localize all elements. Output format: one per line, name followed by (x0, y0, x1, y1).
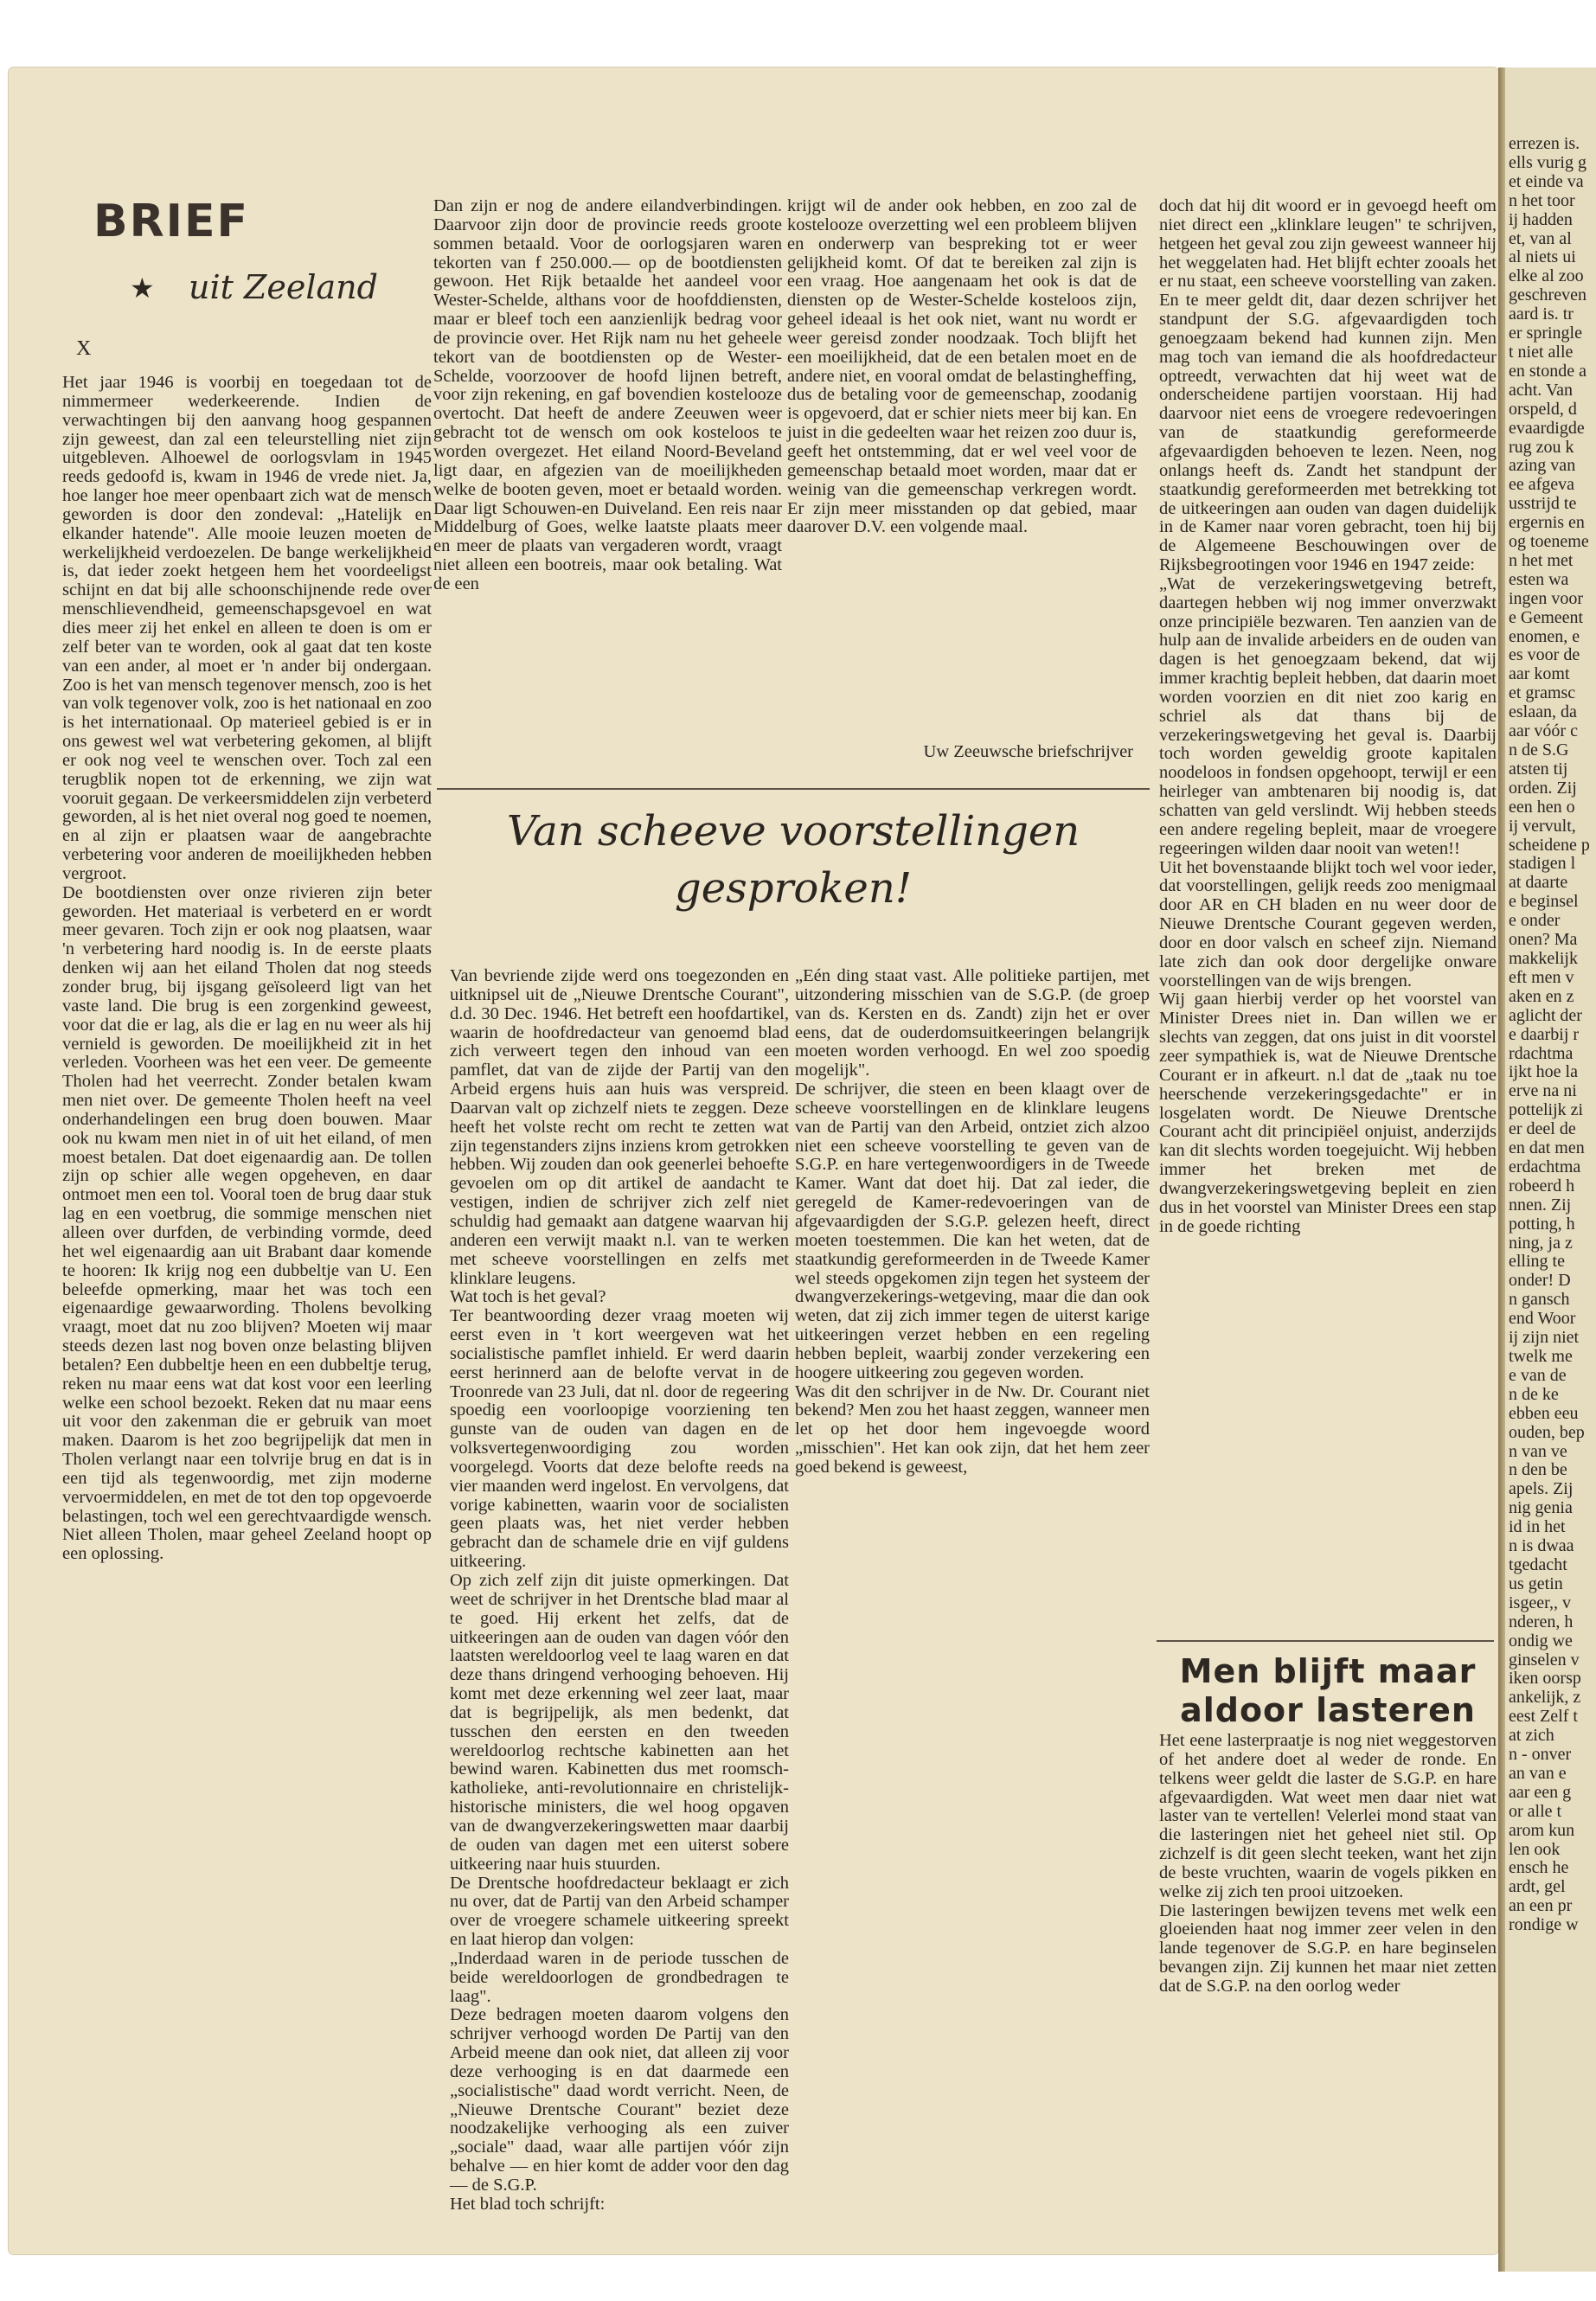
adjacent-page-line: e onder (1509, 911, 1561, 931)
adjacent-page-line: n de S.G (1509, 740, 1569, 760)
adjacent-page-line: ebben eeu (1509, 1403, 1579, 1423)
adjacent-page-line: ee afgeva (1509, 475, 1575, 495)
adjacent-page-line: eslaan, da (1509, 702, 1577, 722)
adjacent-page-line: aken en z (1509, 986, 1574, 1006)
adjacent-page-line: robeerd h (1509, 1176, 1575, 1195)
adjacent-page-line: rondige w (1509, 1915, 1579, 1935)
section-marker: X (76, 337, 92, 360)
adjacent-page-line: onen? Ma (1509, 930, 1578, 950)
lasteren-column (1159, 1732, 1497, 2199)
adjacent-page-text (1509, 135, 1593, 2211)
adjacent-page-line: makkelijk (1509, 948, 1578, 968)
adjacent-page-line: nnen. Zij (1509, 1195, 1572, 1215)
scheeve-column-2-text: „Eén ding staat vast. Alle politieke partijen, met uitzondering misschien van de S.G.P. (de groep van ds. Kersten en ds. Zandt) zijn het er over eens, dat de ouderdomsuitkeeringen belangrijk moeten worden verhoogd. En wel zoo spoedig mogelijk". De schrijver, die steen en been klaagt over de scheeve voorstellingen en de klinklare leugens van de Partij van den Arbeid, ontziet zich alzoo niet een scheeve voorstelling te geven van de S.G.P. en hare vertegenwoordigers in de Tweede Kamer. Want dat doet hij. Dat zal ieder, die geregeld de Kamer-redevoeringen van de afgevaardigden der S.G.P. gelezen heeft, direct moeten toestemmen. Die kan het weten, dat de staatkundig gereformeerden in de Tweede Kamer wel steeds opgekomen zijn tegen het systeem der dwangverzekerings-wetgeving, maar die dan ook weten, dat zij zich immer tegen de uiterst karige uitkeeringen verzet hebben en een regeling hebben bepleit, waarbij zonder verzekering een hoogere uitkeering zou gegeven worden. Was dit den schrijver in de Nw. Dr. Courant niet bekend? Men zou het haast zeggen, wanneer men let op het door hem ingevoegde woord „misschien". Het kan ook zijn, dat het hem zeer goed bekend is geweest, (795, 966, 1150, 1477)
adjacent-page-line: er deel de (1509, 1119, 1576, 1139)
adjacent-page-line: enomen, e (1509, 626, 1580, 646)
adjacent-page-line: nig genia (1509, 1498, 1573, 1518)
adjacent-page-line: ning, ja z (1509, 1233, 1573, 1253)
adjacent-page-line: es voor de (1509, 645, 1580, 665)
adjacent-page-line: n den be (1509, 1460, 1567, 1480)
adjacent-page-line: rdachtma (1509, 1043, 1574, 1063)
brief-column-2 (433, 197, 782, 796)
scheeve-column-continued-text: doch dat hij dit woord er in gevoegd heeft om niet direct een „klinklare leugen" te schrijven, hetgeen het geval zou zijn geweest wanneer hij het weggelaten had. Het blijft echter zooals het er nu staat, een scheeve voorstelling van zaken. En te meer geldt dit, daar dezen schrijver het standpunt der S.G. afgevaardigden toch genoegzaam bekend had kunnen zijn. Men mag toch van iemand die als hoofdredacteur optreedt, verwachten dat hij weet wat de onderscheidene partijen voorstaan. Hij had daarvoor niet eens de vroegere redevoeringen van de staatkundig gereformeerde afgevaardigden behoeven te lezen. Neen, nog onlangs heeft ds. Zandt het standpunt der staatkundig gereformeerden met betrekking tot de uitkeeringen aan ouden van dagen duidelijk in de Kamer naar voren gebracht, toen hij bij de Algemeene Beschouwingen over de Rijksbegrootingen voor 1946 en 1947 zeide: „Wat de verzekeringswetgeving betreft, daartegen hebben wij nog immer onverzwakt onze principiële bezwaren. Ten aanzien van de hulp aan de invalide arbeiders en de ouden van dagen is het genoegzaam bekend, dat wij immer krachtig bepleit hebben, dat daarin moet worden voorzien en dit niet zoo karig en schriel als dat thans bij de verzekeringswetgeving het geval is. Daarbij toch worden geweldig groote kapitalen noodeloos in fondsen opgehoopt, terwijl er een heirleger van ambtenaren bij noodig is, dat schatten van geld verslindt. Wij hebben steeds een andere regeling bepleit, maar de vroegere regeeringen wilden daar nooit van weten!! Uit het bovenstaande blijkt toch wel voor ieder, dat voorstellingen, gelijk reeds zoo menigmaal door AR en CH bladen en nu weer door de Nieuwe Drentsche Courant gegeven werden, door en door valsch en scheef zijn. Niemand late zich dan ook door dergelijke onware voorstellingen van de wijs brengen. Wij gaan hierbij verder op het voorstel van Minister Drees niet in. Dan willen we er slechts van zeggen, dat ons juist in dit voorstel zeer sympathiek is, wat de Nieuwe Drentsche Courant er in afkeurt. n.l dat de „taak nu toe heerschende verzekeringsgedachte" er in losgelaten wordt. De Nieuwe Drentsche Courant acht dit principiëel onjuist, anderzijds kan dit slechts worden toegejuicht. Wij hebben immer het breken met de dwangverzekeringswetgeving bepleit en zien dus in het voorstel van Minister Drees een stap in de goede richting (1159, 196, 1497, 1236)
scheeve-headline: Van scheeve voorstellingen gesproken! (506, 807, 1080, 913)
adjacent-page-line: et einde va (1509, 171, 1584, 191)
adjacent-page-line: aglicht der (1509, 1005, 1582, 1025)
adjacent-page-line: ij zijn niet (1509, 1328, 1580, 1348)
adjacent-page-line: aard is. tr (1509, 304, 1574, 324)
newspaper-page (9, 67, 1498, 2254)
adjacent-page-line: erdachtma (1509, 1157, 1581, 1176)
scheeve-column-2 (795, 967, 1150, 2195)
adjacent-page-line: geschreven (1509, 285, 1586, 305)
scheeve-column-1 (450, 966, 789, 2214)
adjacent-page-line: usstrijd te (1509, 494, 1577, 514)
adjacent-page-line: acht. Van (1509, 380, 1574, 400)
brief-column-3-text: krijgt wil de ander ook hebben, en zoo zal de kostelooze overzetting wel een probleem blijven en onderwerp van bespreking tot er weer gelijkheid komt. Of dat te bereiken zal zijn is een vraag. Hoe aangenaam het ook is dat de diensten op de Wester-Schelde kosteloos zijn, geheel ideaal is het ook niet, want nu wordt er weer gereisd zonder noodzaak. Toch blijft het een moeilijkheid, dat de een betalen moet en de andere niet, en vooral omdat de belastingheffing, dus de betaling voor de gemeenschap, zoodanig is opgevoerd, dat er schier niets meer bij kan. En juist in die gedeelten waar het reizen zoo duur is, geeft het ontstemming, dat er wel veel voor de gemeenschap betaald moet worden, maar dat er weinig van die gemeenschap verkregen wordt. Er zijn meer misstanden op dat gebied, maar daarover D.V. een volgende maal. (787, 196, 1137, 537)
adjacent-page-line: arom kun (1509, 1820, 1575, 1840)
adjacent-page-line: n de ke (1509, 1384, 1559, 1404)
star-icon: ★ (130, 272, 155, 304)
adjacent-page-line: aar een g (1509, 1782, 1572, 1802)
brief-signature: Uw Zeeuwsche briefschrijver (923, 742, 1133, 761)
adjacent-page-line: elling te (1509, 1252, 1565, 1272)
adjacent-page-line: ensch he (1509, 1858, 1569, 1878)
adjacent-page-line: ondig we (1509, 1631, 1573, 1650)
adjacent-page-line: ouden, bep (1509, 1422, 1585, 1442)
adjacent-page-line: at zich (1509, 1726, 1554, 1746)
adjacent-page-line: n - onver (1509, 1745, 1572, 1765)
adjacent-page-line: n het met (1509, 550, 1574, 570)
adjacent-page-line: e daarbij r (1509, 1024, 1580, 1044)
adjacent-page-line: iken oorsp (1509, 1669, 1581, 1689)
adjacent-page-line: ij vervult, (1509, 816, 1576, 836)
adjacent-page-line: al niets ui (1509, 247, 1576, 267)
brief-title: BRIEF (93, 195, 250, 247)
adjacent-page-line: orspeld, d (1509, 399, 1577, 419)
adjacent-page-line: id in het (1509, 1517, 1566, 1537)
adjacent-page-line: eft men v (1509, 967, 1574, 987)
adjacent-page-line: ankelijk, z (1509, 1688, 1581, 1708)
adjacent-page-line: an van e (1509, 1763, 1567, 1783)
adjacent-page-line: elke al zoo (1509, 266, 1584, 286)
brief-column-2-text: Dan zijn er nog de andere eilandverbindingen. Daarvoor zijn door de provincie reeds groote sommen betaald. Voor de oorlogsjaren waren tekorten van f 250.000.— op de bootdiensten gewoon. Het Rijk betaalde het aandeel voor Wester-Schelde, althans voor de hoofddiensten, maar er bleef toch een aanzienlijk bedrag voor de provincie over. Het Rijk nam nu het geheele tekort van de bootdiensten op de Wester-Schelde, voorzoover de hoofd lijnen betreft, voor zijn rekening, en gaf bovendien kostelooze overtocht. Dat heeft de andere Zeeuwen weer gebracht tot de wensch om ook kosteloos te worden overgezet. Het eiland Noord-Beveland ligt daar, en afgezien van de moeilijkheden welke de booten geven, moet er betaald worden. Daar ligt Schouwen-en Duiveland. Een reis naar Middelburg of Goes, welke laatste plaats meer en meer de plaats van vergaderen wordt, vraagt niet alleen een bootreis, maar ook betaling. Wat de een (433, 196, 782, 593)
brief-subtitle: uit Zeeland (189, 268, 378, 306)
adjacent-page-line: twelk me (1509, 1347, 1573, 1366)
adjacent-page-line: et gramsc (1509, 683, 1576, 703)
adjacent-page-line: ingen voor (1509, 588, 1584, 608)
adjacent-page-line: er springle (1509, 324, 1582, 343)
adjacent-page-line: or alle t (1509, 1801, 1562, 1821)
adjacent-page-line: ijkt hoe la (1509, 1062, 1578, 1082)
brief-column-1-text: Het jaar 1946 is voorbij en toegedaan tot de nimmermeer wederkeerende. Indien de verwachtingen bij den aanvang hoog gespannen zijn geweest, dan zal een teleurstelling niet zijn uitgebleven. Alhoewel de oorlogsvlam in 1945 reeds gedoofd is, kwam in 1946 de vrede niet. Ja, hoe langer hoe meer openbaart zich wat de mensch geworden is door den zondeval: „Hatelijk en elkander hatende". Alle mooie leuzen moeten de werkelijkheid verdoezelen. De bange werkelijkheid is, dat ieder zoekt hetgeen hem het voordeeligst schijnt en dat bij alle schoonschijnende rede over menschlievendheid, gemeenschapsgevoel en wat dies meer zij het enkel en alleen te doen is om er zelf beter van te worden, ook al gaat dat ten koste van een ander, al moet er 'n ander bij ondergaan. Zoo is het van mensch tegenover mensch, zoo is het van volk tegenover volk, zoo is het nationaal en zoo is het internationaal. Op materieel gebied is er in ons gewest wel wat verbetering gekomen, al blijft er ook nog veel te wenschen over. Toch zal een terugblik nopen tot de erkenning, we zijn wat vooruit gegaan. De verkeersmiddelen zijn verbeterd geworden, al is het niet overal nog goed te noemen, en al zijn er plaatsen waar de aangebrachte verbetering voor anderen de moeilijkheden hebben vergroot. De bootdiensten over onze rivieren zijn beter geworden. Het materiaal is verbeterd en er wordt meer gevaren. Toch zijn er ook nog plaatsen, waar 'n verbetering hard noodig is. In de eerste plaats denken wij aan het eiland Tholen dat nog steeds zonder brug, bij ijsgang geïsoleerd ligt van het vaste land. Die brug is een zorgenkind geweest, voor dat die er lag, als die er lag en nu weer als hij vernield is geworden. De moeilijkheid zit in het verleden. Voorheen was het een veer. De gemeente Tholen had het veerrecht. Zonder betalen kwam men niet over. De gemeente Tholen heeft na veel onderhandelingen een brug doen bouwen. Maar ook nu kwam men niet in of uit het eiland, of men moest betalen. Dat doet eigenaardig aan. De tollen zijn op schier alle wegen opgeheven, en daar ontmoet men een tol. Vooral toen de brug daar stuk lag en een voetbrug, die sommige menschen niet alleen over durfden, de verbinding vormde, deed het wel eigenaardig aan uit Brabant daar komende te hooren: Ik krijg nog een dubbeltje van U. Een beleefde opmerking, maar het was toch een eigenaardige gewaarwording. Tholens bevolking vraagt, moet dat nu zoo blijven? Moeten wij maar steeds dezen last nog boven onze belasting blijven betalen? Een dubbeltje heen en een dubbeltje terug, reken nu maar eens wat dat kost voor een leerling welke een school bezoekt. Reken dat nu maar eens uit voor den zakenman die er gebruik van moet maken. Daarom is het zoo begrijpelijk dat men in Tholen verlangt naar een tolvrije brug en dat is in een tijd als tegenwoordig, met zijn moderne vervoermiddelen, en met de tot den top opgevoerde belastingen, toch wel een gerechtvaardigde wensch. Niet alleen Tholen, maar geheel Zeeland hoopt op een oplossing. (62, 373, 432, 1564)
adjacent-page-line: scheidene p (1509, 835, 1590, 855)
adjacent-page-line: onder! D (1509, 1271, 1571, 1291)
scheeve-column-1-text: Van bevriende zijde werd ons toegezonden en uitknipsel uit de „Nieuwe Drentsche Courant", d.d. 30 Dec. 1946. Het betreft een hoofdartikel, waarin de hoofdredacteur van genoemd blad zich verweert tegen den inhoud van een pamflet, dat van de zijde der Partij van den Arbeid ergens huis aan huis was verspreid. Daarvan valt op zichzelf niets te zeggen. Deze heeft het volste recht om recht te zetten wat zijn tegenstanders zijns inziens krom getrokken hebben. Wij zouden dan ook geenerlei behoefte gevoelen om op dit artikel de aandacht te vestigen, indien de schrijver zich zelf niet schuldig had gemaakt aan datgene waarvan hij anderen een verwijt maakt n.l. van te werken met scheeve voorstellingen en zelfs met klinklare leugens. Wat toch is het geval? Ter beantwoording dezer vraag moeten wij eerst even in 't kort weergeven wat het socialistische pamflet inhield. Er werd daarin eerst herinnerd aan de belofte vervat in de Troonrede van 23 Juli, dat nl. door de regeering spoedig een voorloopige voorziening ten gunste van de ouden van dagen en de volksvertegenwoordiging zou worden voorgelegd. Voorts dat deze belofte reeds na vier maanden werd ingelost. En vervolgens, dat vorige kabinetten, waarin voor de socialisten geen plaats was, het niet verder hebben gebracht dan de schamele drie en vijf guldens uitkeering. Op zich zelf zijn dit juiste opmerkingen. Dat weet de schrijver in het Drentsche blad maar al te goed. Hij erkent het zelfs, dat de uitkeeringen aan de ouden van dagen vóór den laatsten wereldoorlog veel te laag waren en dat deze thans dringend verhooging behoeven. Hij komt met deze erkenning wel zeer laat, maar dat is begrijpelijk, als men bedenkt, dat tusschen den eersten en den tweeden wereldoorlog rechtsche kabinetten aan het bewind waren. Kabinetten dus met roomsch-katholieke, anti-revolutionnaire en christelijk-historische ministers, die wel hoog opgaven van de dwangverzekeringswetten maar daarbij de ouden van dagen met een uiterst sobere uitkeering naar huis stuurden. De Drentsche hoofdredacteur beklaagt er zich nu over, dat de Partij van den Arbeid schamper over de vroegere schamele uitkeering spreekt en laat hierop dan volgen: „Inderdaad waren in de periode tusschen de beide wereldoorlogen de grondbedragen te laag". Deze bedragen moeten daarom volgens den schrijver verhoogd worden De Partij van den Arbeid meene dan ook niet, dat alleen zij voor deze verhooging is en dat daarmede een „socialistische" daad wordt verricht. Neen, de „Nieuwe Drentsche Courant" beziet deze noodzakelijke verhooging als een zuiver „sociale" daad, waar alle partijen vóór zijn behalve — en hier komt de adder voor den dag — de S.G.P. Het blad toch schrijft: (450, 966, 789, 2214)
scheeve-column-continued (1159, 197, 1497, 1434)
adjacent-page-line: en dat men (1509, 1138, 1585, 1158)
adjacent-page-line: pottelijk zi (1509, 1100, 1584, 1120)
adjacent-page-line: tgedacht (1509, 1554, 1567, 1574)
adjacent-page-line: n van ve (1509, 1441, 1567, 1461)
adjacent-page-line: evaardigde (1509, 418, 1585, 438)
adjacent-page-line: eest Zelf t (1509, 1707, 1578, 1727)
adjacent-page-line: potting, h (1509, 1214, 1575, 1234)
adjacent-page-line: ells vurig g (1509, 152, 1586, 172)
adjacent-page-line: rug zou k (1509, 437, 1574, 457)
adjacent-page-line: end Woor (1509, 1309, 1576, 1329)
adjacent-page-line: ardt, gel (1509, 1877, 1566, 1897)
adjacent-page-line: n gansch (1509, 1290, 1570, 1310)
adjacent-page-line: e van de (1509, 1365, 1567, 1385)
adjacent-page-line: aar vóór c (1509, 721, 1578, 741)
adjacent-page-line: erve na ni (1509, 1081, 1577, 1101)
adjacent-page-edge (1498, 67, 1596, 2272)
adjacent-page-line: esten wa (1509, 569, 1569, 589)
adjacent-page-line: ginselen v (1509, 1650, 1580, 1670)
adjacent-page-line: orden. Zij (1509, 778, 1577, 798)
adjacent-page-line: e beginsel (1509, 892, 1579, 912)
adjacent-page-line: n het toor (1509, 190, 1575, 210)
adjacent-page-line: errezen is. (1509, 134, 1580, 153)
adjacent-page-line: stadigen l (1509, 854, 1576, 874)
lasteren-headline: Men blijft maar aldoor lasteren (1179, 1652, 1477, 1729)
adjacent-page-line: een hen o (1509, 797, 1575, 817)
adjacent-page-line: ij hadden (1509, 209, 1573, 229)
adjacent-page-line: isgeer,, v (1509, 1593, 1571, 1612)
adjacent-page-line: t niet alle (1509, 342, 1574, 362)
adjacent-page-line: nderen, h (1509, 1612, 1574, 1631)
adjacent-page-line: n is dwaa (1509, 1536, 1574, 1556)
adjacent-page-line: et, van al (1509, 228, 1572, 248)
adjacent-page-line: aar komt (1509, 664, 1570, 684)
adjacent-page-line: ergernis en (1509, 513, 1585, 533)
adjacent-page-line: e Gemeent (1509, 607, 1584, 627)
adjacent-page-line: an een pr (1509, 1896, 1573, 1916)
brief-column-1 (62, 374, 432, 2294)
adjacent-page-line: at daarte (1509, 873, 1568, 893)
adjacent-page-line: azing van (1509, 456, 1576, 476)
lasteren-column-text: Het eene lasterpraatje is nog niet weggestorven of het andere doet al weder de ronde. En telkens weer geldt die laster de S.G.P. en hare afgevaardigden. Wat weet men daar niet wat laster van te vertellen! Velerlei mond staat van die lasteringen niet het geheel niet stil. Op zichzelf is dit geen slecht teeken, want het zijn de beste vruchten, waarin de vogels pikken en welke zij zich ten prooi uitzoeken. Die lasteringen bewijzen tevens met welk een gloeienden haat nog immer zeer velen in den lande tegenover de S.G.P. en hare beginselen bevangen zijn. Zij kunnen het maar niet zetten dat de S.G.P. na den oorlog weder (1159, 1731, 1497, 1996)
adjacent-page-line: atsten tij (1509, 759, 1568, 779)
adjacent-page-line: og toeneme (1509, 532, 1589, 552)
adjacent-page-line: apels. Zij (1509, 1479, 1574, 1499)
section-divider (437, 788, 1150, 790)
adjacent-page-line: us getin (1509, 1574, 1563, 1593)
brief-column-3 (787, 197, 1137, 796)
adjacent-page-line: len ook (1509, 1839, 1561, 1859)
section-divider-2 (1157, 1640, 1494, 1642)
adjacent-page-line: en stonde a (1509, 361, 1586, 381)
